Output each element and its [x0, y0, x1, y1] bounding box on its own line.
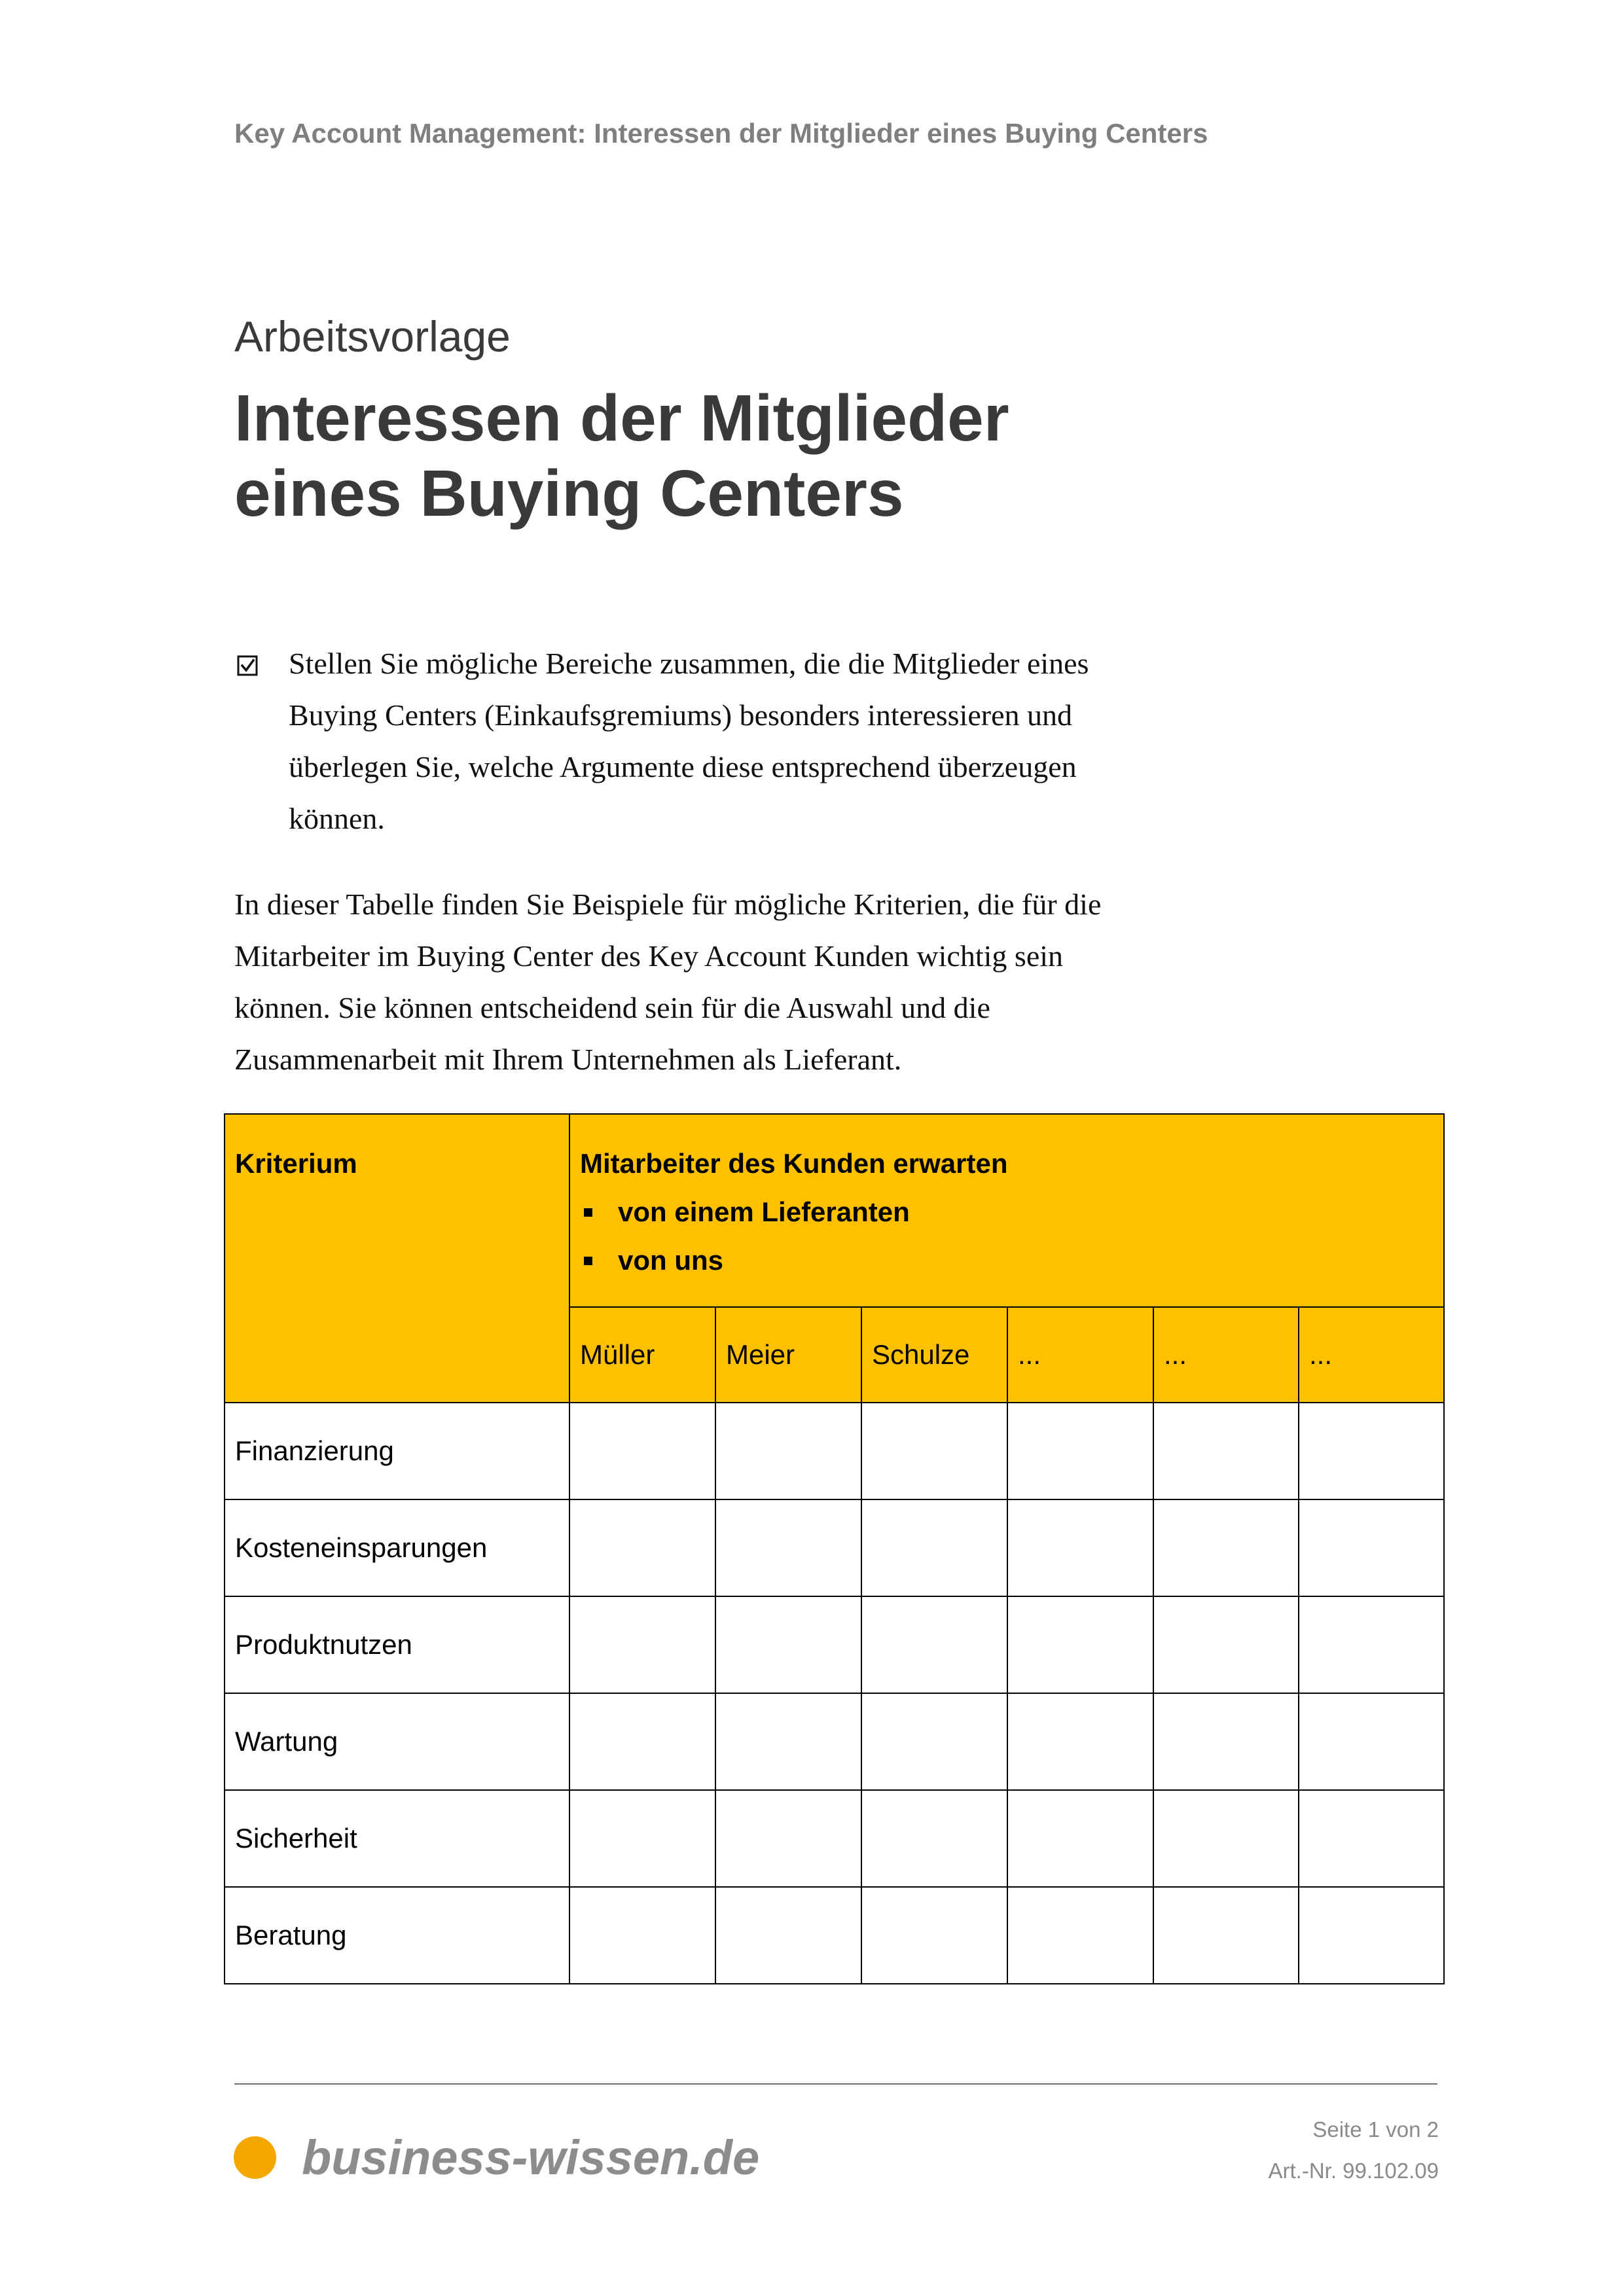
table-cell: [861, 1499, 1007, 1596]
intro-line: Mitarbeiter im Buying Center des Key Account Kunden wichtig sein: [234, 939, 1064, 973]
criterion-label: Sicherheit: [225, 1790, 569, 1887]
table-cell: [861, 1693, 1007, 1790]
document-kicker: Arbeitsvorlage: [234, 312, 511, 361]
person-header: ...: [1299, 1307, 1444, 1403]
table-cell: [715, 1499, 861, 1596]
page-title: [234, 381, 1009, 531]
task-line: Stellen Sie mögliche Bereiche zusammen, die die Mitglieder eines: [289, 647, 1089, 680]
person-header: ...: [1007, 1307, 1153, 1403]
table-cell: [861, 1403, 1007, 1499]
article-number: Art.-Nr. 99.102.09: [1268, 2159, 1439, 2183]
expectations-header-label: Mitarbeiter des Kunden erwarten: [580, 1148, 1008, 1179]
table-cell: [1299, 1403, 1444, 1499]
task-line: können.: [289, 802, 385, 835]
criterion-label: Finanzierung: [225, 1403, 569, 1499]
square-bullet-icon: [584, 1208, 592, 1217]
expectation-bullet-item: [580, 1236, 1434, 1285]
table-cell: [1299, 1693, 1444, 1790]
criterion-label: Kosteneinsparungen: [225, 1499, 569, 1596]
expectation-bullet-item: [580, 1188, 1434, 1236]
table-cell: [715, 1790, 861, 1887]
table-cell: [1007, 1596, 1153, 1693]
criteria-table: [224, 1113, 1445, 1984]
table-row: [225, 1403, 1444, 1499]
table-cell: [1153, 1887, 1299, 1984]
table-row: [225, 1887, 1444, 1984]
table-cell: [1153, 1790, 1299, 1887]
brand-logo-text: business-wissen.de: [302, 2130, 760, 2185]
table-cell: [1007, 1790, 1153, 1887]
intro-paragraph: [234, 878, 1101, 1085]
intro-line: können. Sie können entscheidend sein für die Auswahl und die: [234, 991, 990, 1024]
person-header: Meier: [715, 1307, 861, 1403]
page-title-line: Interessen der Mitglieder: [234, 382, 1009, 455]
table-cell: [1153, 1403, 1299, 1499]
table-cell: [1299, 1887, 1444, 1984]
table-row: [225, 1693, 1444, 1790]
page-title-line: eines Buying Centers: [234, 457, 904, 530]
table-cell: [1007, 1499, 1153, 1596]
criterion-label: Produktnutzen: [225, 1596, 569, 1693]
table-cell: [715, 1596, 861, 1693]
checkbox-checked-icon: [237, 655, 258, 676]
task-line: überlegen Sie, welche Argumente diese entsprechend überzeugen: [289, 750, 1077, 783]
orange-dot-icon: [234, 2136, 276, 2179]
table-row: [225, 1499, 1444, 1596]
criterion-label: Wartung: [225, 1693, 569, 1790]
person-header: Müller: [569, 1307, 715, 1403]
table-header-row: [225, 1114, 1444, 1307]
running-header-title: Key Account Management: Interessen der Mitglieder eines Buying Centers: [234, 118, 1208, 149]
intro-line: In dieser Tabelle finden Sie Beispiele für mögliche Kriterien, die für die: [234, 888, 1102, 921]
intro-line: Zusammenarbeit mit Ihrem Unternehmen als Lieferant.: [234, 1043, 902, 1076]
page-number: Seite 1 von 2: [1312, 2117, 1439, 2142]
column-header-expectations: [569, 1114, 1444, 1307]
table-cell: [1299, 1790, 1444, 1887]
criterion-label: Beratung: [225, 1887, 569, 1984]
footer-divider: [234, 2083, 1437, 2085]
table-cell: [569, 1596, 715, 1693]
table-cell: [861, 1790, 1007, 1887]
expectation-bullet-label: von uns: [618, 1245, 724, 1276]
table-cell: [569, 1499, 715, 1596]
column-header-criterion: [225, 1114, 569, 1403]
criterion-header-label: Kriterium: [235, 1148, 357, 1179]
table-cell: [861, 1596, 1007, 1693]
square-bullet-icon: [584, 1257, 592, 1265]
task-line: Buying Centers (Einkaufsgremiums) besonders interessieren und: [289, 698, 1073, 732]
table-cell: [715, 1887, 861, 1984]
table-cell: [1007, 1887, 1153, 1984]
table-cell: [715, 1693, 861, 1790]
table-cell: [861, 1887, 1007, 1984]
task-instruction: [289, 637, 1089, 844]
table-cell: [1299, 1499, 1444, 1596]
table-cell: [569, 1887, 715, 1984]
table-cell: [1007, 1693, 1153, 1790]
table-cell: [1299, 1596, 1444, 1693]
table-row: [225, 1596, 1444, 1693]
table-cell: [569, 1790, 715, 1887]
table-cell: [569, 1403, 715, 1499]
table-cell: [569, 1693, 715, 1790]
table-cell: [1007, 1403, 1153, 1499]
person-header: Schulze: [861, 1307, 1007, 1403]
person-header: ...: [1153, 1307, 1299, 1403]
table-cell: [715, 1403, 861, 1499]
table-cell: [1153, 1596, 1299, 1693]
table-cell: [1153, 1499, 1299, 1596]
table-row: [225, 1790, 1444, 1887]
expectation-bullet-label: von einem Lieferanten: [618, 1196, 910, 1227]
table-cell: [1153, 1693, 1299, 1790]
